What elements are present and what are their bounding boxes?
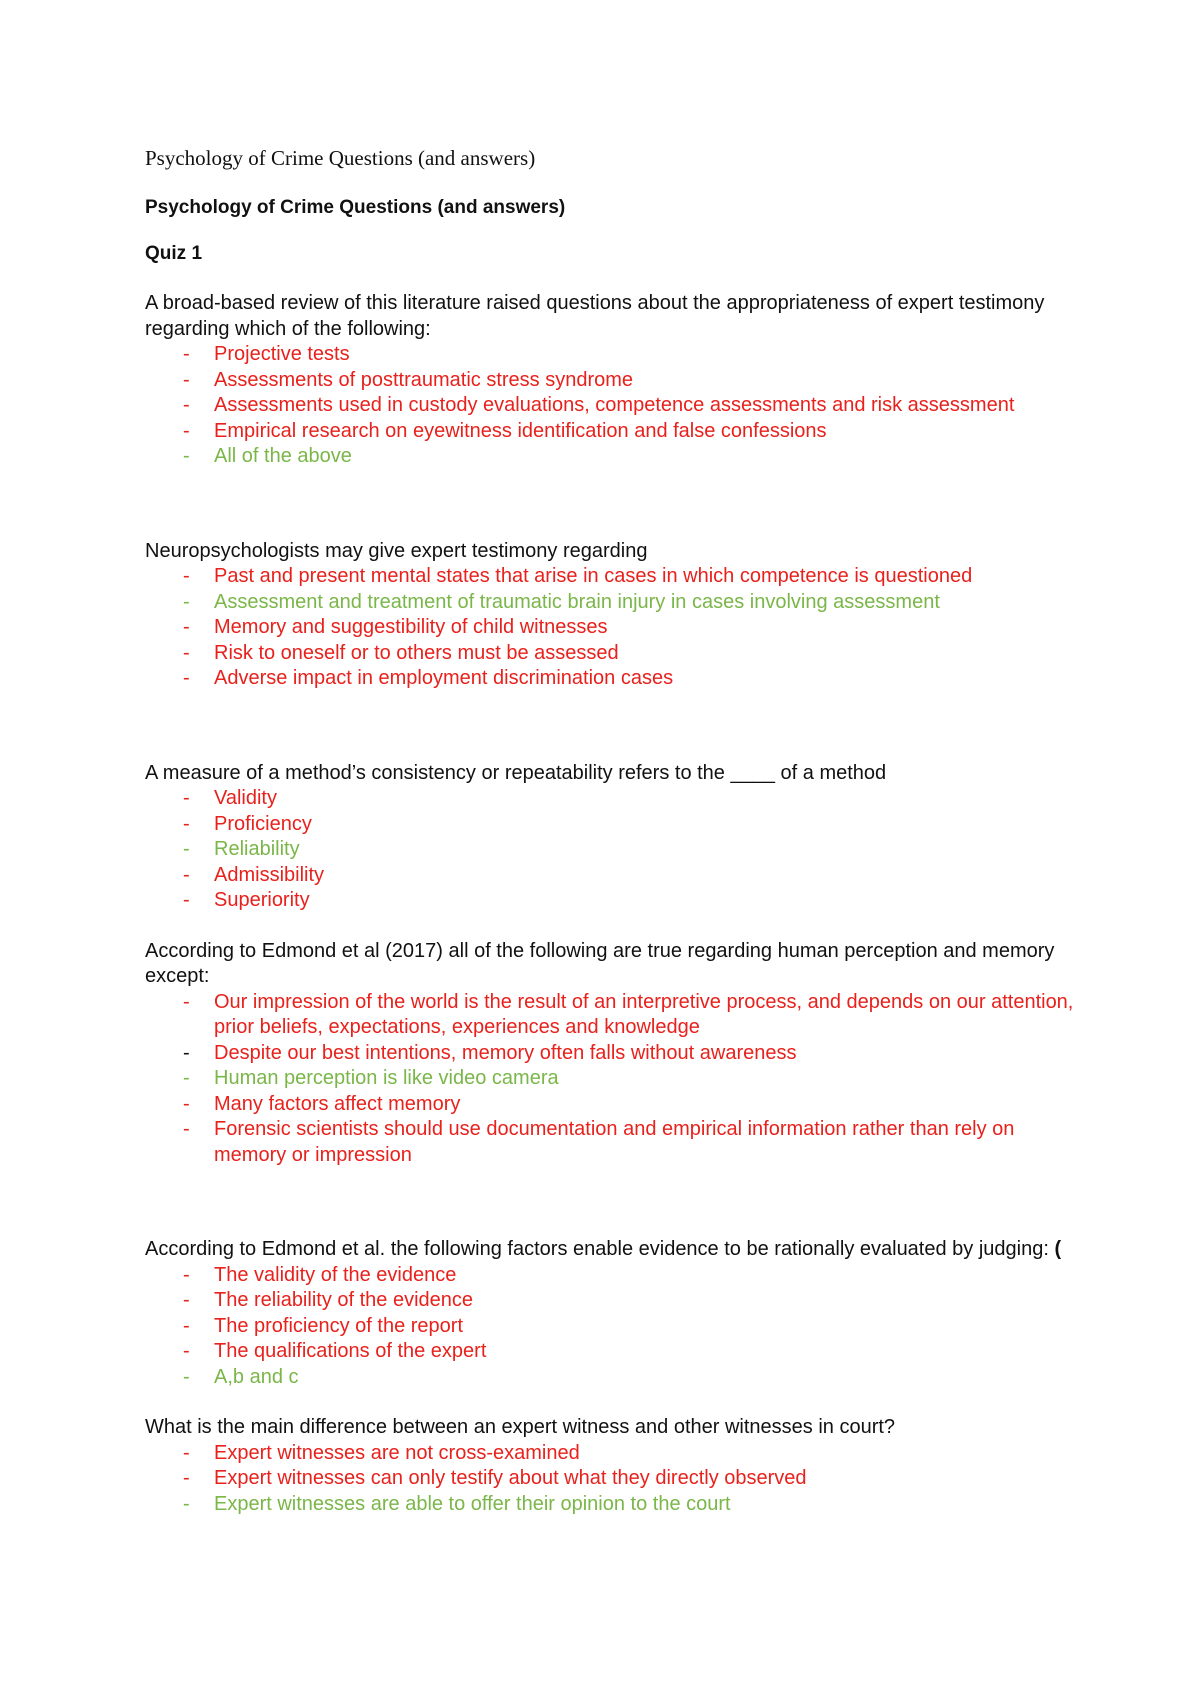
question-prompt: A broad-based review of this literature raised questions about the appropriateness of expert testimony regarding which of the following: [145, 292, 1045, 340]
option-list [145, 564, 1080, 692]
answer-option: - Empirical research on eyewitness identification and false confessions [183, 419, 827, 442]
answer-option: - Forensic scientists should use documentation and empirical information rather than rely on memory or impression [183, 1118, 1015, 1166]
answer-option-correct: - Expert witnesses are able to offer their opinion to the court [183, 1492, 731, 1515]
answer-option-correct: - Assessment and treatment of traumatic brain injury in cases involving assessment [183, 590, 940, 613]
option-list [145, 990, 1080, 1169]
answer-option: - Projective tests [183, 343, 350, 365]
question-prompt: According to Edmond et al (2017) all of the following are true regarding human perception and memory except: [145, 939, 1055, 987]
answer-option: - The proficiency of the report [183, 1314, 464, 1337]
answer-option: - The reliability of the evidence [183, 1289, 474, 1311]
answer-option: - Memory and suggestibility of child witnesses [183, 616, 608, 638]
answer-option-correct: - A,b and c [183, 1365, 299, 1388]
option-list [145, 1441, 1080, 1518]
answer-option: - Expert witnesses are not cross-examined [183, 1441, 580, 1464]
answer-option: - Despite our best intentions, memory often falls without awareness [183, 1041, 797, 1064]
answer-option: - Admissibility [183, 863, 325, 886]
answer-option: - Many factors affect memory [183, 1092, 461, 1115]
answer-option: - Adverse impact in employment discrimination cases [183, 667, 674, 689]
option-list [145, 786, 1080, 914]
answer-option: - Validity [183, 787, 277, 809]
answer-option: - Assessments of posttraumatic stress syndrome [183, 368, 634, 391]
question-prompt: A measure of a method’s consistency or repeatability refers to the ____ of a method [145, 761, 887, 784]
option-list [145, 1263, 1080, 1391]
answer-option: - The qualifications of the expert [183, 1340, 487, 1362]
answer-option: - Risk to oneself or to others must be assessed [183, 641, 619, 664]
option-list [145, 342, 1080, 470]
answer-option: - Expert witnesses can only testify about what they directly observed [183, 1467, 807, 1489]
document-header-title: Psychology of Crime Questions (and answers) [145, 146, 536, 170]
question-prompt: Neuropsychologists may give expert testimony regarding [145, 539, 648, 562]
answer-option: - Superiority [183, 889, 310, 911]
answer-option: - The validity of the evidence [183, 1263, 457, 1286]
quiz-label: Quiz 1 [145, 243, 203, 264]
answer-option-correct: - All of the above [183, 445, 352, 467]
answer-option: - Proficiency [183, 812, 312, 835]
answer-option-correct: - Reliability [183, 838, 300, 860]
answer-option-correct: - Human perception is like video camera [183, 1067, 559, 1089]
prompt-tail: ( [1054, 1238, 1062, 1260]
answer-option: - Assessments used in custody evaluations, competence assessments and risk assessment [183, 394, 1015, 416]
document-title: Psychology of Crime Questions (and answers) [145, 197, 566, 218]
answer-option: - Our impression of the world is the result of an interpretive process, and depends on our attention, prior beliefs, expectations, experiences and knowledge [183, 990, 1074, 1038]
question-prompt: According to Edmond et al. the following factors enable evidence to be rationally evaluated by judging: ( [145, 1238, 1062, 1260]
question-prompt: What is the main difference between an expert witness and other witnesses in court? [145, 1416, 896, 1438]
answer-option: - Past and present mental states that arise in cases in which competence is questioned [183, 565, 973, 587]
